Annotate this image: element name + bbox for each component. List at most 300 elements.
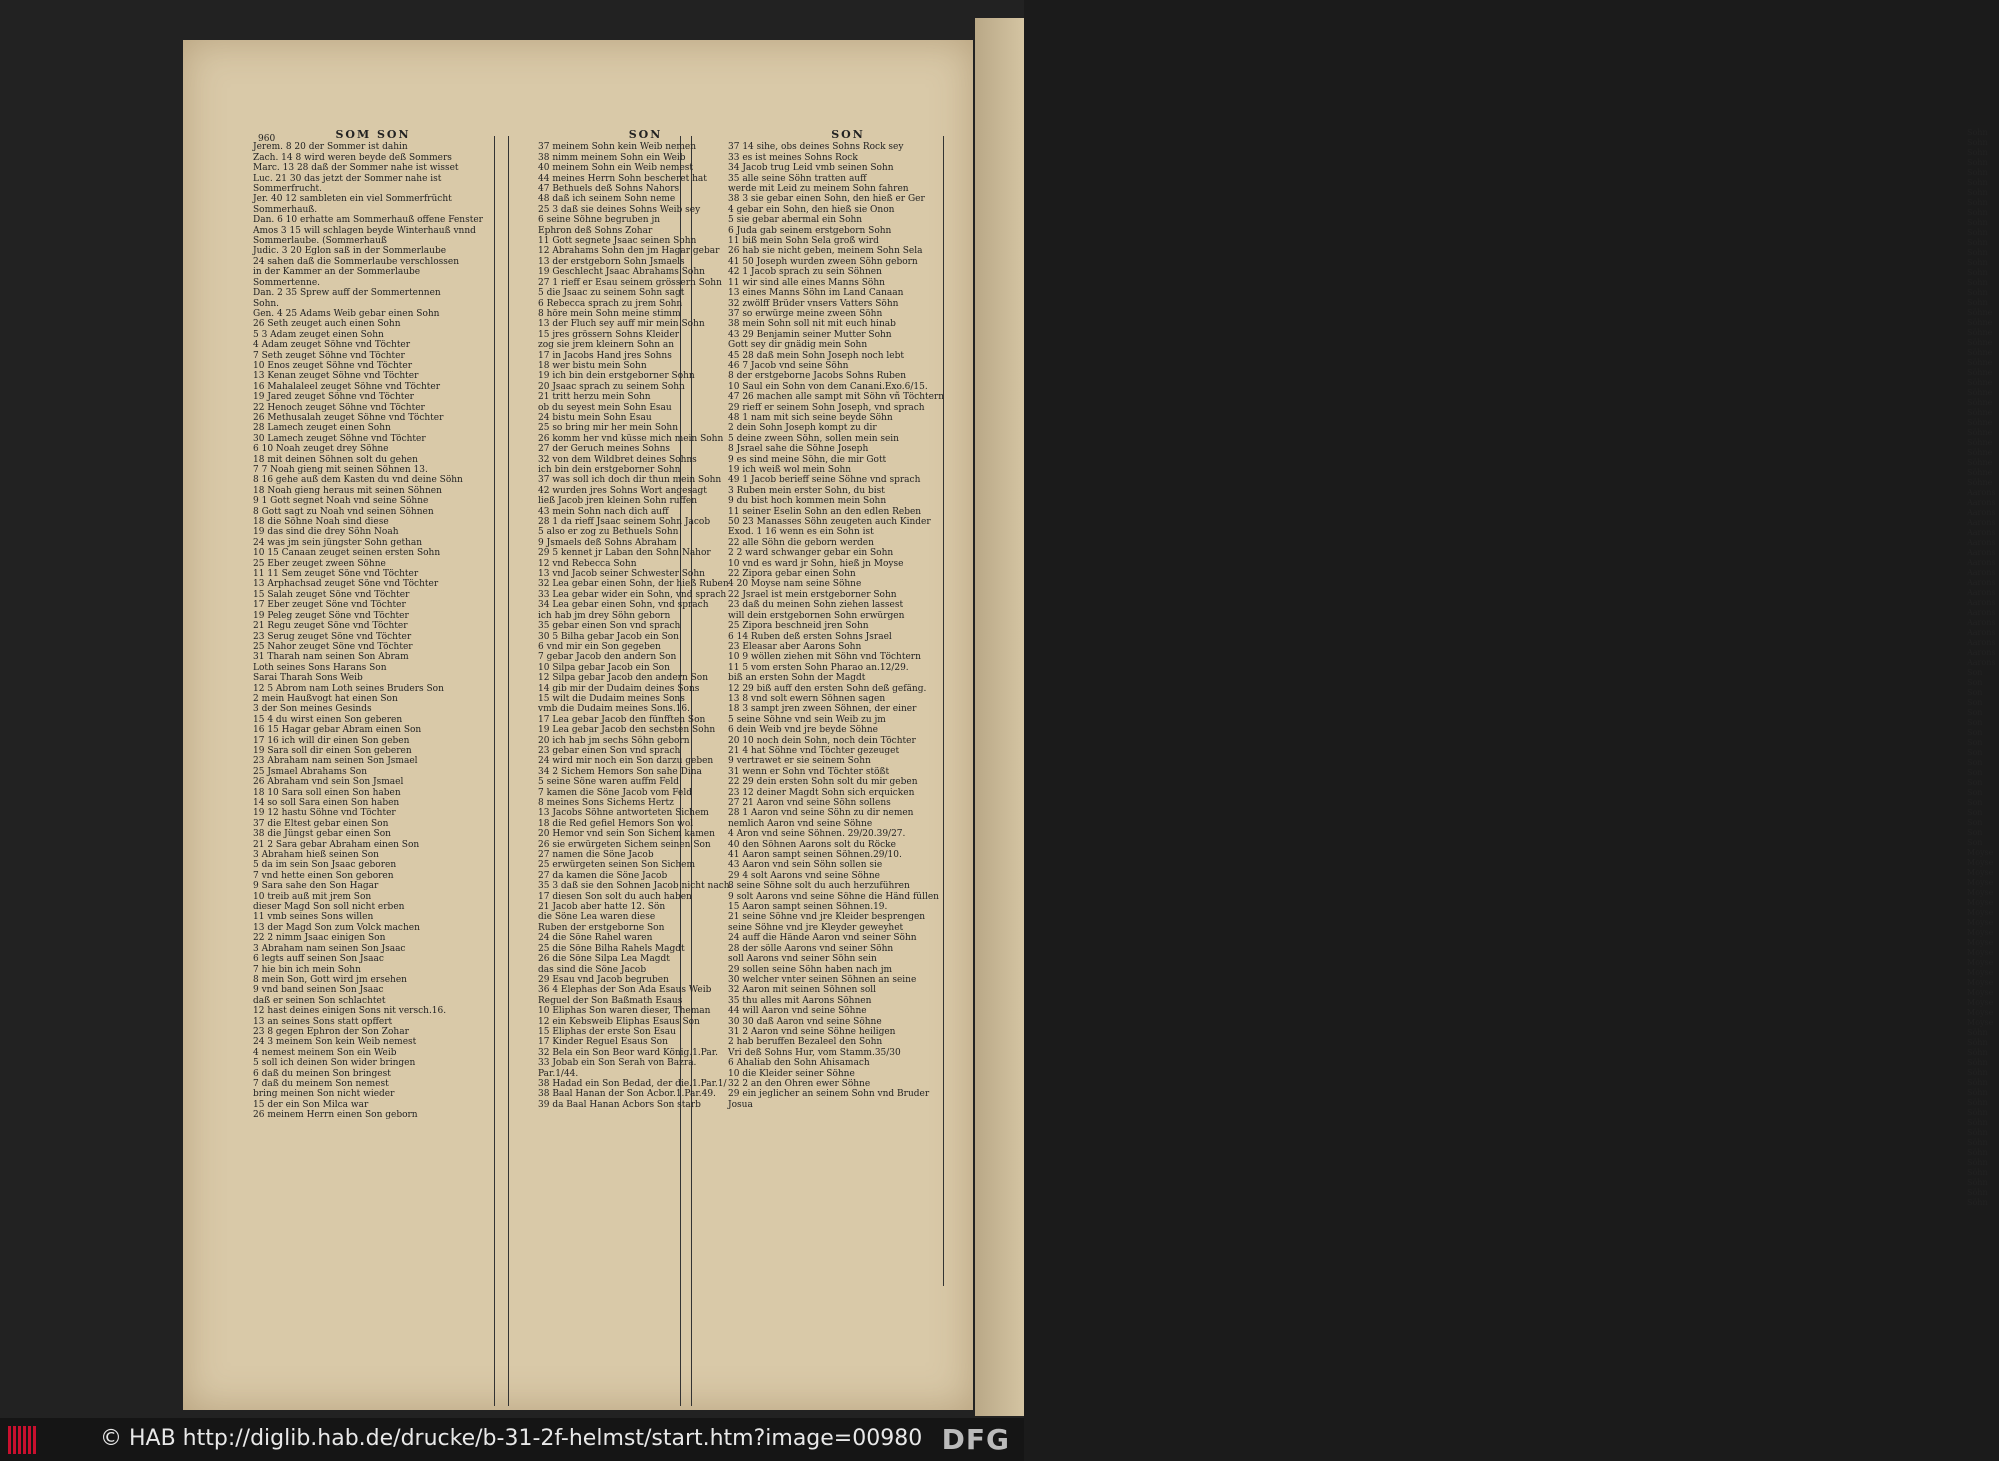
index-line: 18 3 sampt jren zween Söhnen, der einer (728, 704, 917, 715)
adjacent-line: Son (1967, 738, 1983, 747)
index-line: 6 Rebecca sprach zu jrem Sohn (538, 298, 683, 309)
index-line: 18 Noah gieng heraus mit seinen Söhnen (253, 485, 442, 496)
index-line: 5 3 Adam zeuget einen Sohn (253, 329, 384, 340)
index-line: Jerem. 8 20 der Sommer ist dahin (253, 142, 408, 153)
index-line: Dan. 2 35 Sprew auff der Sommertennen (253, 288, 441, 299)
adjacent-line: Aarons (1967, 538, 1996, 547)
index-line: 10 Enos zeuget Söhne vnd Töchter (253, 360, 413, 371)
index-line: 21 Jacob aber hatte 12. Sön (538, 902, 666, 913)
adjacent-line: Aarons (1967, 568, 1996, 577)
adjacent-line: Son (1967, 808, 1983, 817)
index-line: dieser Magd Son soll nicht erben (253, 902, 405, 913)
index-line: 2 2 ward schwanger gebar ein Sohn (728, 548, 894, 559)
adjacent-line: Söhne (1967, 398, 1993, 407)
adjacent-line: Söhne (1967, 468, 1993, 477)
index-line: 31 2 Aaron vnd seine Söhne heiligen (728, 1026, 896, 1037)
index-line: 23 12 deiner Magdt Sohn sich erquicken (728, 787, 915, 798)
hab-logo-icon (8, 1426, 42, 1454)
adjacent-line: Sohn (1967, 228, 1988, 237)
index-line: 9 vertrawet er sie seinem Sohn (728, 756, 871, 767)
index-line: Ephron deß Sohns Zohar (538, 225, 653, 236)
adjacent-line: Sohn (1967, 268, 1988, 277)
column-rule (494, 136, 495, 1406)
index-line: Sommerfrucht. (253, 184, 323, 195)
index-line: 10 Silpa gebar Jacob ein Son (538, 662, 670, 673)
index-line: 35 gebar einen Son vnd sprach (538, 621, 681, 632)
index-line: 7 7 Noah gieng mit seinen Söhnen 13. (253, 465, 428, 475)
adjacent-line: Son (1967, 768, 1983, 777)
index-line: 21 tritt herzu mein Sohn (538, 392, 651, 403)
adjacent-line: Aarons (1967, 638, 1996, 647)
adjacent-line: Moyse (1967, 848, 1994, 857)
index-line: 28 1 Aaron vnd seine Söhn zu dir nemen (728, 808, 914, 819)
column-lines (728, 142, 968, 1110)
index-line: ich hab jm drey Söhn geborn (538, 610, 671, 621)
index-line: 11 wir sind alle eines Manns Söhn (728, 277, 885, 288)
adjacent-line: Söhne (1967, 428, 1993, 437)
index-line: 32 Bela ein Son Beor ward König.1.Par. (538, 1047, 718, 1058)
index-line: 15 wilt die Dudaim meines Sons (538, 693, 685, 704)
index-line: 44 will Aaron vnd seine Söhne (728, 1006, 867, 1017)
index-line: 9 vnd band seinen Son Jsaac (253, 985, 384, 996)
index-line: 29 ein jeglicher an seinem Sohn vnd Bruder (728, 1089, 930, 1100)
adjacent-line: Söhn (1967, 1158, 1988, 1167)
index-line: 25 3 daß sie deines Sohns Weib sey (538, 204, 701, 215)
index-line: 18 die Red gefiel Hemors Son wol (538, 818, 694, 829)
index-line: 23 daß du meinen Sohn ziehen lassest (728, 600, 904, 611)
index-line: 4 20 Moyse nam seine Söhne (728, 579, 862, 590)
index-line: 23 gebar einen Son vnd sprach (538, 745, 681, 756)
index-line: 24 was jm sein jüngster Sohn gethan (253, 537, 423, 548)
index-line: 24 bistu mein Sohn Esau (538, 412, 652, 423)
index-line: 47 26 machen alle sampt mit Söhn vñ Töchtern (728, 392, 945, 403)
index-line: 13 der Magd Son zum Volck machen (253, 922, 420, 933)
index-line: 26 Methusalah zeuget Söhne vnd Töchter (253, 412, 444, 423)
index-line: 30 30 daß Aaron vnd seine Söhne (728, 1016, 882, 1027)
index-line: 11 11 Sem zeuget Söne vnd Töchter (253, 569, 419, 580)
adjacent-line: Sohn (1967, 238, 1988, 247)
index-line: 3 Abraham hieß seinen Son (253, 850, 379, 861)
adjacent-line: Sohn (1967, 298, 1988, 307)
index-line: 33 Lea gebar wider ein Sohn, vnd sprach (538, 589, 727, 600)
adjacent-line: Söhne (1967, 448, 1993, 457)
index-line: 3 Abraham nam seinen Son Jsaac (253, 943, 406, 954)
index-line: 30 welcher vnter seinen Söhnen an seine (728, 974, 917, 985)
index-line: 43 29 Benjamin seiner Mutter Sohn (728, 329, 892, 340)
index-line: 9 du bist hoch kommen mein Sohn (728, 496, 887, 507)
index-line: 41 Aaron sampt seinen Söhnen.29/10. (728, 850, 902, 861)
index-line: Gott sey dir gnädig mein Sohn (728, 340, 868, 351)
column-lines (253, 142, 493, 1120)
index-line: biß an ersten Sohn der Magdt (728, 673, 866, 684)
index-line: 27 1 rieff er Esau seinem grössern Sohn (538, 277, 722, 288)
adjacent-line: Moyse (1967, 958, 1994, 967)
index-line: Sarai Tharah Sons Weib (253, 673, 363, 684)
adjacent-line: Aarons (1967, 598, 1996, 607)
index-line: 6 14 Ruben deß ersten Sohns Jsrael (728, 631, 892, 642)
index-line: 19 Jared zeuget Söhne vnd Töchter (253, 392, 414, 403)
adjacent-line: Moyse (1967, 938, 1994, 947)
index-line: 14 gib mir der Dudaim deines Sons (538, 683, 700, 694)
index-line: 13 vnd Jacob seiner Schwester Sohn (538, 569, 705, 580)
column-header: SOM SON (335, 128, 411, 141)
adjacent-line: Aarons (1967, 588, 1996, 597)
index-line: 38 3 sie gebar einen Sohn, den hieß er Ger (728, 194, 925, 205)
index-line: 32 Aaron mit seinen Söhnen soll (728, 985, 877, 996)
index-line: 43 mein Sohn nach dich auff (538, 506, 669, 517)
adjacent-line: Moyse (1967, 928, 1994, 937)
index-line: Dan. 6 10 erhatte am Sommerhauß offene Fenster (253, 215, 483, 226)
index-line: 26 sie erwürgeten Sichem seinen Son (538, 839, 711, 850)
index-line: 12 5 Abrom nam Loth seines Bruders Son (253, 683, 444, 694)
index-line: 15 Eliphas der erste Son Esau (538, 1026, 676, 1037)
index-line: 2 dein Sohn Joseph kompt zu dir (728, 423, 877, 434)
index-line: 9 Jsmaels deß Sohns Abraham (538, 537, 677, 548)
index-line: 22 Henoch zeuget Söhne vnd Töchter (253, 402, 425, 413)
index-line: ob du seyest mein Sohn Esau (538, 402, 672, 413)
index-line: 25 so bring mir her mein Sohn (538, 423, 679, 434)
index-line: 11 biß mein Sohn Sela groß wird (728, 236, 879, 247)
index-line: 8 der erstgeborne Jacobs Sohns Ruben (728, 371, 907, 382)
index-line: 13 an seines Sons statt opffert (253, 1016, 393, 1027)
index-line: 40 den Söhnen Aarons solt du Röcke (728, 839, 896, 850)
copyright-link[interactable]: © HAB http://diglib.hab.de/drucke/b-31-2f-helmst/start.htm?image=00980 (100, 1426, 923, 1451)
adjacent-line: Son (1967, 778, 1983, 787)
index-line: 40 meinem Sohn ein Weib nemest (538, 163, 694, 174)
index-line: Sommerhauß. (253, 204, 318, 215)
adjacent-line: Moyse (1967, 1018, 1994, 1027)
index-line: 26 meinem Herrn einen Son geborn (253, 1110, 418, 1121)
adjacent-line: Söhne (1967, 408, 1993, 417)
index-line: 21 2 Sara gebar Abraham einen Son (253, 839, 420, 850)
index-line: 19 ich weiß wol mein Sohn (728, 465, 852, 475)
adjacent-line: Söhn (1967, 1148, 1988, 1157)
index-line: 13 Kenan zeuget Söhne vnd Töchter (253, 371, 419, 382)
index-line: 10 Saul ein Sohn von dem Canani.Exo.6/15. (728, 381, 928, 392)
index-line: 32 Lea gebar einen Sohn, der hieß Ruben (538, 579, 729, 590)
adjacent-line: Aarons (1967, 608, 1996, 617)
index-line: 6 legts auff seinen Son Jsaac (253, 954, 384, 965)
adjacent-line: Söhne (1967, 478, 1993, 487)
index-line: Sommertenne. (253, 277, 321, 288)
index-line: 29 sollen seine Söhn haben nach jm (728, 964, 893, 975)
index-line: 5 die Jsaac zu seinem Sohn sagt (538, 288, 685, 299)
adjacent-line: Aarons (1967, 578, 1996, 587)
index-line: 35 3 daß sie den Sohnen Jacob nicht nach. (538, 881, 733, 892)
index-line: 22 2 nimm Jsaac einigen Son (253, 933, 386, 944)
adjacent-line: Sohn (1967, 278, 1988, 287)
adjacent-line: Moyse (1967, 968, 1994, 977)
index-line: 16 Mahalaleel zeuget Söhne vnd Töchter (253, 381, 441, 392)
column-header: SON (831, 128, 865, 141)
index-line: 8 mein Son, Gott wird jm ersehen (253, 974, 407, 985)
index-line: 26 die Söne Silpa Lea Magdt (538, 954, 670, 965)
index-line: 31 Tharah nam seinen Son Abram (253, 652, 409, 663)
index-line: 47 Bethuels deß Sohns Nahors (538, 184, 680, 195)
index-line: 10 Eliphas Son waren dieser, Theman (538, 1006, 711, 1017)
index-line: 18 wer bistu mein Sohn (538, 360, 647, 371)
adjacent-line: Sohn (1967, 248, 1988, 257)
index-line: 33 es ist meines Sohns Rock (728, 152, 858, 163)
index-line: 38 die Jüngst gebar einen Son (253, 829, 391, 840)
index-line: 48 daß ich seinem Sohn neme (538, 194, 676, 205)
index-line: 5 deine zween Söhn, sollen mein sein (728, 433, 899, 444)
index-line: 15 4 du wirst einen Son geberen (253, 714, 403, 725)
index-line: 5 seine Söhne vnd sein Weib zu jm (728, 714, 886, 725)
index-line: 18 die Söhne Noah sind diese (253, 517, 389, 528)
index-line: Jer. 40 12 sambleten ein viel Sommerfrücht (253, 194, 452, 205)
index-line: 37 die Eltest gebar einen Son (253, 818, 389, 829)
adjacent-line: Söhne (1967, 418, 1993, 427)
index-line: 13 Jacobs Söhne antworteten Sichem (538, 808, 709, 819)
index-line: zog sie jrem kleinern Sohn an (538, 340, 675, 351)
column-rule (508, 136, 509, 1406)
adjacent-line: Aarons (1967, 498, 1996, 507)
index-line: 37 14 sihe, obs deines Sohns Rock sey (728, 142, 904, 153)
adjacent-line: Söhn (1967, 1038, 1988, 1047)
page-number: 960 (258, 134, 276, 144)
index-line: 27 da kamen die Söne Jacob (538, 870, 668, 881)
adjacent-line: Söhn (1967, 1048, 1988, 1057)
index-line: 34 2 Sichem Hemors Son sahe Dina (538, 766, 702, 777)
adjacent-line: Söhn (1967, 1118, 1988, 1127)
index-line: 5 da im sein Son Jsaac geboren (253, 860, 397, 871)
adjacent-line: Moyse (1967, 908, 1994, 917)
index-line: 16 15 Hagar gebar Abram einen Son (253, 725, 422, 736)
index-line: 19 das sind die drey Söhn Noah (253, 527, 399, 538)
index-line: 13 8 vnd solt ewern Söhnen sagen (728, 693, 886, 704)
index-line: 33 Jobab ein Son Serah von Bazra. (538, 1058, 697, 1069)
index-line: 19 Sara soll dir einen Son geberen (253, 745, 412, 756)
index-line: 5 sie gebar abermal ein Sohn (728, 215, 863, 226)
index-line: 10 9 wöllen ziehen mit Söhn vnd Töchtern (728, 652, 921, 663)
adjacent-line: Son (1967, 748, 1983, 757)
index-line: 28 Lamech zeuget einen Sohn (253, 423, 391, 434)
index-line: 6 Juda gab seinem erstgeborn Sohn (728, 225, 892, 236)
index-line: 45 28 daß mein Sohn Joseph noch lebt (728, 350, 904, 361)
index-line: 11 seiner Eselin Sohn an den edlen Reben (728, 506, 922, 517)
index-line: 8 16 gehe auß dem Kasten du vnd deine Söhn (253, 475, 463, 486)
index-line: 50 23 Manasses Söhn zeugeten auch Kinder (728, 517, 931, 528)
index-line: 8 höre mein Sohn meine stimm (538, 308, 681, 319)
index-line: 6 seine Söhne begruben jn (538, 215, 661, 226)
index-line: 35 thu alles mit Aarons Söhnen (728, 995, 872, 1006)
adjacent-line: Söhn (1967, 1098, 1988, 1107)
adjacent-line: Söhne (1967, 458, 1993, 467)
adjacent-line: Söhn (1967, 1058, 1988, 1067)
index-line: 6 dein Weib vnd jre beyde Söhne (728, 725, 878, 736)
adjacent-line: Moyse (1967, 878, 1994, 887)
index-line: 13 Arphachsad zeuget Söne vnd Töchter (253, 579, 439, 590)
index-line: 19 Geschlecht Jsaac Abrahams Sohn (538, 267, 705, 278)
index-line: 18 mit deinen Söhnen solt du gehen (253, 454, 418, 465)
index-line: 17 in Jacobs Hand jres Sohns (538, 350, 672, 361)
index-line: ließ Jacob jren kleinen Sohn ruffen (538, 496, 698, 507)
index-line: 5 soll ich deinen Son wider bringen (253, 1058, 416, 1069)
index-line: 10 treib auß mit jrem Son (253, 891, 372, 902)
adjacent-line: Söhne (1967, 388, 1993, 397)
index-line: 41 50 Joseph wurden zween Söhn geborn (728, 256, 918, 267)
index-line: 8 Gott sagt zu Noah vnd seinen Söhnen (253, 506, 434, 517)
index-line: soll Aarons vnd seiner Söhn sein (728, 954, 877, 965)
index-line: 8 meines Sons Sichems Hertz (538, 798, 674, 808)
index-line: 25 Jsmael Abrahams Son (253, 766, 367, 777)
index-line: 9 Sara sahe den Son Hagar (253, 881, 379, 892)
index-line: 38 Hadad ein Son Bedad, der die.1.Par.1/ (538, 1078, 727, 1089)
adjacent-line: Söhne (1967, 368, 1993, 377)
adjacent-line: Söhne (1967, 318, 1993, 327)
index-line: 27 der Geruch meines Sohns (538, 444, 671, 455)
index-line: seine Söhne vnd jre Kleyder geweyhet (728, 922, 904, 933)
adjacent-line: Söhn (1967, 1188, 1988, 1197)
index-line: 26 Seth zeuget auch einen Sohn (253, 319, 401, 330)
index-line: 15 der ein Son Milca war (253, 1099, 369, 1110)
index-line: 22 29 dein ersten Sohn solt du mir geben (728, 777, 918, 788)
index-line: Sommerlaube. (Sommerhauß (253, 236, 387, 247)
index-line: 11 Gott segnete Jsaac seinen Sohn (538, 236, 697, 247)
adjacent-line: Söhne (1967, 358, 1993, 367)
index-line: 17 diesen Son solt du auch haben (538, 891, 692, 902)
index-line: 22 Jsrael ist mein erstgeborner Sohn (728, 589, 897, 600)
adjacent-line: Sohn (1967, 208, 1988, 217)
index-line: 4 Adam zeuget Söhne vnd Töchter (253, 340, 411, 351)
adjacent-line: Söhne (1967, 348, 1993, 357)
index-line: 7 hie bin ich mein Sohn (253, 964, 361, 975)
adjacent-line: Aarons (1967, 528, 1996, 537)
adjacent-line: Söhn (1967, 1078, 1988, 1087)
index-line: 4 nemest meinem Son ein Weib (253, 1047, 397, 1058)
adjacent-line: Moyse (1967, 998, 1994, 1007)
index-line: Luc. 21 30 das jetzt der Sommer nahe ist (253, 173, 442, 184)
adjacent-line: Söhn (1967, 1138, 1988, 1147)
index-line: 21 Regu zeuget Söne vnd Töchter (253, 621, 408, 632)
index-line: 13 eines Manns Söhn im Land Canaan (728, 288, 904, 299)
adjacent-line: Sohn (1967, 178, 1988, 187)
index-line: 37 was soll ich doch dir thun mein Sohn (538, 475, 722, 486)
index-line: 36 4 Elephas der Son Ada Esaus Weib (538, 985, 712, 996)
index-line: die Söne Lea waren diese (538, 912, 656, 923)
adjacent-line: Son (1967, 698, 1983, 707)
index-line: Exod. 1 16 wenn es ein Sohn ist (728, 527, 874, 538)
adjacent-line: Son (1967, 798, 1983, 807)
index-line: 11 vmb seines Sons willen (253, 912, 374, 923)
index-line: 10 vnd es ward jr Sohn, hieß jn Moyse (728, 558, 904, 569)
adjacent-line: Söhne (1967, 438, 1993, 447)
index-line: 27 namen die Söne Jacob (538, 850, 654, 861)
index-line: 34 Lea gebar einen Sohn, vnd sprach (538, 600, 709, 611)
index-line: 20 Hemor vnd sein Son Sichem kamen (538, 829, 715, 840)
index-line: Reguel der Son Baßmath Esaus (538, 995, 683, 1006)
index-line: 4 Aron vnd seine Söhnen. 29/20.39/27. (728, 829, 906, 840)
index-line: 34 Jacob trug Leid vmb seinen Sohn (728, 163, 894, 174)
index-line: 17 Eber zeuget Söne vnd Töchter (253, 600, 406, 611)
index-line: 25 die Söne Bilha Rahels Magdt (538, 943, 685, 954)
index-line: 12 vnd Rebecca Sohn (538, 558, 637, 569)
adjacent-line: Sohn (1967, 258, 1988, 267)
adjacent-line: Son (1967, 668, 1983, 677)
column-2 (538, 130, 753, 1110)
index-line: 17 Lea gebar Jacob den fünfften Son (538, 714, 706, 725)
adjacent-line: Son (1967, 728, 1983, 737)
adjacent-line: Moyse (1967, 978, 1994, 987)
adjacent-page-text (1967, 128, 1999, 1208)
adjacent-line: Aarons (1967, 658, 1996, 667)
index-line: 19 12 hastu Söhne vnd Töchter (253, 808, 396, 819)
index-line: 25 Nahor zeuget Söne vnd Töchter (253, 641, 413, 652)
adjacent-line: Moyse (1967, 988, 1994, 997)
adjacent-line: Moyse (1967, 868, 1994, 877)
index-line: Ruben der erstgeborne Son (538, 922, 665, 933)
index-line: 12 Abrahams Sohn den jm Hagar gebar (538, 246, 720, 257)
dfg-logo: DFG (941, 1423, 1010, 1456)
index-line: 2 hab beruffen Bezaleel den Sohn (728, 1037, 883, 1048)
index-line: 6 daß du meinen Son bringest (253, 1068, 391, 1079)
index-line: 39 da Baal Hanan Acbors Son starb (538, 1099, 701, 1110)
index-line: Zach. 14 8 wird weren beyde deß Sommers (253, 152, 452, 163)
index-line: Josua (728, 1099, 753, 1110)
index-line: 7 Seth zeuget Söhne vnd Töchter (253, 350, 405, 361)
index-line: 20 ich hab jm sechs Söhn geborn (538, 735, 690, 746)
adjacent-line: Aarons (1967, 548, 1996, 557)
index-line: 24 sahen daß die Sommerlaube verschlossen (253, 256, 459, 267)
index-line: 6 10 Noah zeuget drey Söhne (253, 444, 389, 455)
adjacent-line: Moyse (1967, 918, 1994, 927)
index-line: 30 5 Bilha gebar Jacob ein Son (538, 631, 679, 642)
index-line: 12 ein Kebsweib Eliphas Esaus Son (538, 1016, 700, 1027)
adjacent-line: Son (1967, 688, 1983, 697)
index-line: 24 wird mir noch ein Son darzu geben (538, 756, 714, 767)
index-line: 4 gebar ein Sohn, den hieß sie Onon (728, 204, 895, 215)
index-line: nemlich Aaron vnd seine Söhne (728, 818, 873, 829)
adjacent-line: Söhne (1967, 338, 1993, 347)
index-line: 9 es sind meine Söhn, die mir Gott (728, 454, 887, 465)
index-line: 35 alle seine Söhn tratten auff (728, 173, 867, 184)
index-line: Marc. 13 28 daß der Sommer nahe ist wisset (253, 163, 459, 174)
index-line: 23 Serug zeuget Söne vnd Töchter (253, 631, 412, 642)
index-line: 23 Abraham nam seinen Son Jsmael (253, 756, 418, 767)
adjacent-line: Moyse (1967, 898, 1994, 907)
adjacent-line: Son (1967, 718, 1983, 727)
index-line: 28 der sölle Aarons vnd seiner Söhn (728, 943, 894, 954)
adjacent-line: Söhn (1967, 1168, 1988, 1177)
index-line: das sind die Söne Jacob (538, 964, 647, 975)
index-line: 29 Esau vnd Jacob begruben (538, 974, 669, 985)
adjacent-line: Sohn (1967, 148, 1988, 157)
index-line: 17 16 ich will dir einen Son geben (253, 735, 410, 746)
adjacent-line: Sohn (1967, 138, 1988, 147)
adjacent-line: Söhne (1967, 308, 1993, 317)
index-line: 3 der Son meines Gesinds (253, 704, 372, 715)
index-line: 13 der Fluch sey auff mir mein Sohn (538, 319, 705, 330)
index-line: 26 hab sie nicht geben, meinem Sohn Sela (728, 246, 923, 257)
adjacent-line: Son (1967, 708, 1983, 717)
adjacent-line: Son (1967, 758, 1983, 767)
index-line: 17 Kinder Reguel Esaus Son (538, 1037, 668, 1048)
index-line: 24 auff die Hände Aaron vnd seiner Söhn (728, 933, 917, 944)
index-line: daß er seinen Son schlachtet (253, 995, 386, 1006)
adjacent-line: Aarons (1967, 558, 1996, 567)
index-line: Vri deß Sohns Hur, vom Stamm.35/30 (728, 1047, 901, 1058)
index-line: 5 seine Söne waren auffm Feld (538, 777, 679, 788)
index-line: Amos 3 15 will schlagen beyde Winterhauß vnnd (253, 225, 476, 236)
index-line: 19 Peleg zeuget Söne vnd Töchter (253, 610, 409, 621)
viewer-footer (0, 1418, 1024, 1461)
index-line: 26 Abraham vnd sein Son Jsmael (253, 777, 404, 788)
index-line: 20 Jsaac sprach zu seinem Sohn (538, 381, 685, 392)
adjacent-page-edge (975, 18, 1996, 1416)
adjacent-line: Son (1967, 678, 1983, 687)
index-line: will dein erstgebornen Sohn erwürgen (728, 610, 905, 621)
